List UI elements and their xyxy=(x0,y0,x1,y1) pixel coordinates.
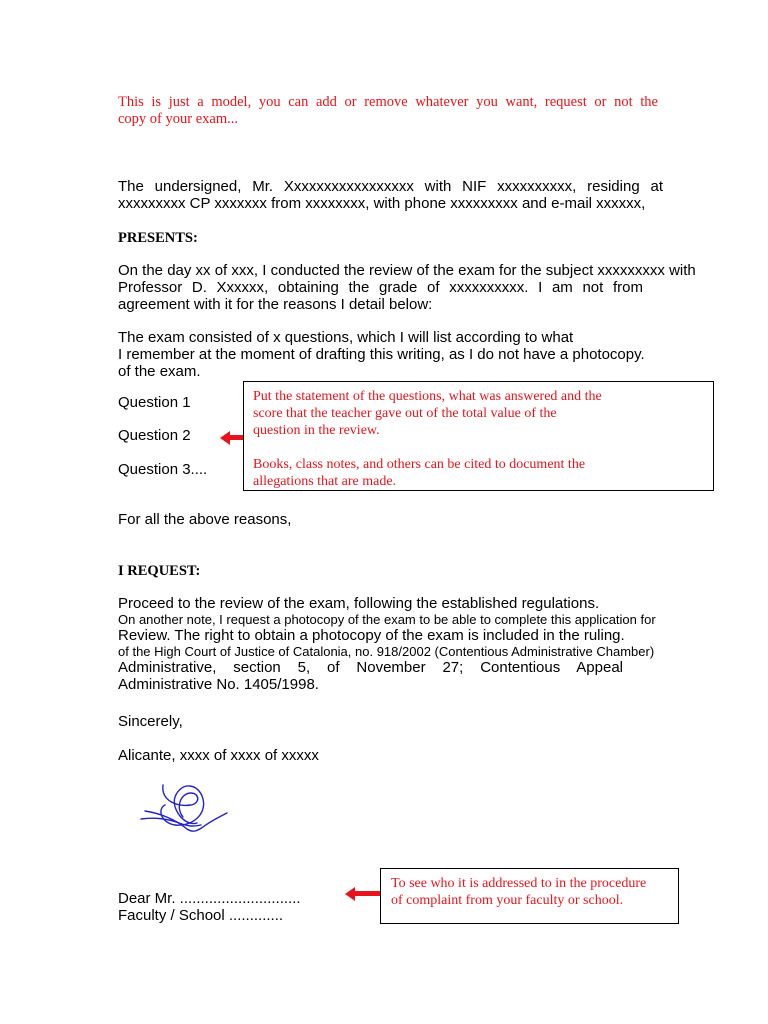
request-line: Administrative No. 1405/1998. xyxy=(118,676,319,693)
presents-heading: PRESENTS: xyxy=(118,230,198,246)
place-date-line: Alicante, xxxx of xxxx of xxxxx xyxy=(118,747,319,764)
review-line: Professor D. Xxxxxx, obtaining the grade of xxxxxxxxxx. I am not from xyxy=(118,279,643,296)
questions-intro-paragraph xyxy=(118,329,678,380)
dear-line: Dear Mr. ............................. xyxy=(118,890,301,907)
request-line: Administrative, section 5, of November 27; Contentious Appeal xyxy=(118,659,623,676)
question-item: Question 1 xyxy=(118,394,191,411)
questions-intro-line: The exam consisted of x questions, which I will list according to what xyxy=(118,329,574,346)
question-item: Question 3.... xyxy=(118,461,208,478)
questions-note-box xyxy=(243,381,714,491)
intro-line: The undersigned, Mr. Xxxxxxxxxxxxxxxxx with NIF xxxxxxxxxx, residing at xyxy=(118,178,663,195)
review-line: agreement with it for the reasons I detail below: xyxy=(118,296,433,313)
review-paragraph xyxy=(118,262,696,313)
questions-note-line: allegations that are made. xyxy=(253,474,397,489)
model-note-line: This is just a model, you can add or remove whatever you want, request or not the xyxy=(118,94,658,110)
request-line: On another note, I request a photocopy of the exam to be able to complete this application for xyxy=(118,612,656,627)
request-line: of the High Court of Justice of Catalonia, no. 918/2002 (Contentious Administrative Chamber) xyxy=(118,644,655,659)
request-heading: I REQUEST: xyxy=(118,563,201,579)
model-note xyxy=(118,94,658,128)
questions-intro-line: of the exam. xyxy=(118,363,201,380)
review-line: On the day xx of xxx, I conducted the review of the exam for the subject xxxxxxxxx with xyxy=(118,262,696,279)
signature-icon xyxy=(135,775,235,840)
questions-note-line: question in the review. xyxy=(253,423,380,438)
question-item: Question 2 xyxy=(118,427,191,444)
request-line: Review. The right to obtain a photocopy of the exam is included in the ruling. xyxy=(118,627,625,644)
questions-note-line: score that the teacher gave out of the total value of the xyxy=(253,406,557,421)
intro-paragraph xyxy=(118,178,663,212)
questions-note-line: Books, class notes, and others can be cited to document the xyxy=(253,457,586,472)
request-paragraph xyxy=(118,596,701,693)
addressee-note-box xyxy=(380,868,679,924)
addressee-note-line: To see who it is addressed to in the procedure xyxy=(391,876,647,891)
addressee-note-line: of complaint from your faculty or school. xyxy=(391,893,624,908)
faculty-line: Faculty / School ............. xyxy=(118,907,284,924)
questions-intro-line: I remember at the moment of drafting this writing, as I do not have a photocopy. xyxy=(118,346,645,363)
request-line: Proceed to the review of the exam, following the established regulations. xyxy=(118,595,600,612)
questions-note-line: Put the statement of the questions, what was answered and the xyxy=(253,389,602,404)
intro-line: xxxxxxxxx CP xxxxxxx from xxxxxxxx, with phone xxxxxxxxx and e-mail xxxxxx, xyxy=(118,195,646,212)
model-note-line: copy of your exam... xyxy=(118,111,238,127)
reasons-line: For all the above reasons, xyxy=(118,511,292,528)
sincerely-line: Sincerely, xyxy=(118,713,183,730)
arrow-left-icon xyxy=(354,891,380,896)
